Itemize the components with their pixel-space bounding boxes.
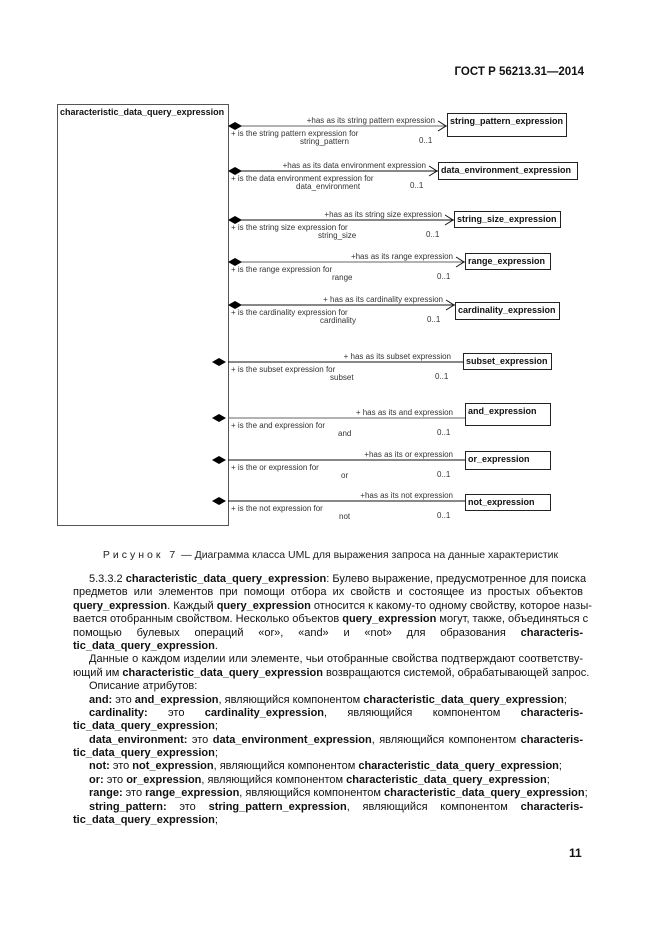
bold-term: and:: [89, 693, 113, 706]
is-role-label: + is the not expression for: [231, 504, 323, 513]
text-run: , являющийся компонентом: [324, 706, 521, 719]
has-role-label: + has as its and expression: [355, 408, 453, 417]
multiplicity-label: 0..1: [437, 428, 451, 437]
text-line: [73, 627, 583, 640]
text-line: [73, 774, 583, 787]
has-role-label: +has as its range expression: [350, 252, 453, 261]
text-line: [73, 734, 583, 747]
text-run: это: [166, 800, 209, 813]
text-run: .: [214, 639, 218, 652]
text-run: это: [122, 787, 146, 800]
bold-term: or_expression: [126, 773, 202, 786]
role-name-label: cardinality: [320, 316, 357, 325]
composition-diamond-icon: [212, 414, 226, 422]
is-role-label: + is the and expression for: [231, 421, 326, 430]
text-line: [73, 640, 583, 653]
bold-term: characteristic_data_query_expression: [125, 573, 327, 585]
text-run: возвращаются системой, обрабатывающей запрос.: [322, 666, 590, 679]
text-line: [73, 801, 583, 814]
bold-term: not_expression: [132, 760, 214, 773]
figure-caption-prefix: Рисунок 7: [102, 549, 179, 561]
bold-term: range:: [89, 787, 123, 800]
bold-term: not:: [89, 760, 110, 773]
bold-term: tic_data_query_expression: [73, 747, 215, 760]
role-name-label: string_pattern: [300, 137, 349, 146]
multiplicity-label: 0..1: [437, 511, 451, 520]
document-code-header: ГОСТ Р 56213.31—2014: [454, 66, 584, 78]
text-line: [73, 787, 588, 800]
text-line: [73, 720, 583, 733]
has-role-label: + has as its cardinality expression: [323, 295, 443, 304]
composition-diamond-icon: [212, 456, 226, 464]
target-class-box: and_expression: [465, 403, 551, 426]
text-run: ;: [214, 720, 218, 733]
has-role-label: +has as its data environment expression: [282, 161, 426, 170]
multiplicity-label: 0..1: [437, 272, 451, 281]
page-number: 11: [569, 846, 582, 860]
bold-term: data_environment:: [89, 733, 188, 746]
has-role-label: +has as its or expression: [364, 450, 453, 459]
main-class-name: characteristic_data_query_expression: [60, 107, 225, 117]
text-line: [73, 573, 587, 586]
target-class-box: cardinality_expression: [455, 302, 560, 320]
bold-term: and_expression: [134, 693, 219, 706]
bold-term: query_expression: [342, 613, 437, 626]
bold-term: characteris-: [520, 626, 583, 639]
text-run: Описание атрибутов:: [89, 680, 198, 693]
figure-caption-text: — Диаграмма класса UML для выражения запроса на данные характеристик: [178, 549, 559, 561]
text-line: [73, 599, 592, 613]
role-name-label: range: [332, 273, 353, 282]
text-run: предметов или элементов при помощи отбора их свойств и состоящее из простых объектов: [73, 586, 583, 599]
text-run: ;: [214, 747, 218, 760]
text-run: ;: [563, 693, 567, 706]
multiplicity-label: 0..1: [437, 470, 451, 479]
figure-caption: [0, 549, 661, 561]
bold-term: characteris-: [520, 733, 583, 746]
text-run: вается отобранным свойством. Несколько объектов: [73, 613, 343, 626]
text-run: ;: [214, 814, 218, 827]
role-name-label: string_size: [318, 231, 357, 240]
text-run: 5.3.3.2: [89, 573, 126, 585]
bold-term: characteristic_data_query_expression: [122, 666, 323, 679]
bold-term: characteristic_data_query_expression: [358, 760, 559, 773]
bold-term: query_expression: [216, 599, 311, 612]
bold-term: tic_data_query_expression: [73, 720, 215, 733]
target-class-box: range_expression: [465, 253, 551, 270]
text-run: помощью булевых операций «or», «and» и «not» для образования: [73, 626, 521, 639]
bold-term: query_expression: [73, 599, 168, 612]
text-run: Данные о каждом изделии или элементе, чьи отобранные свойства подтверждают соответству-: [89, 653, 583, 666]
body-text: [73, 573, 592, 827]
bold-term: characteris-: [520, 800, 584, 813]
composition-diamond-icon: [212, 358, 226, 366]
text-line: [73, 653, 583, 666]
text-line: [73, 680, 583, 693]
text-run: относится к какому-то одному свойству, которое назы-: [310, 599, 592, 612]
text-run: это: [109, 760, 133, 773]
text-line: [73, 666, 590, 680]
bold-term: range_expression: [145, 787, 240, 800]
has-role-label: +has as its string size expression: [324, 210, 442, 219]
text-run: , являющийся компонентом: [371, 733, 521, 746]
is-role-label: + is the or expression for: [231, 463, 319, 472]
role-name-label: or: [341, 471, 349, 480]
text-line: [73, 747, 583, 760]
text-line: [73, 814, 583, 827]
text-run: , являющийся компонентом: [213, 760, 359, 773]
text-run: это: [112, 693, 135, 706]
text-run: ;: [546, 773, 550, 786]
target-class-box: not_expression: [465, 494, 551, 511]
target-class-box: string_size_expression: [454, 211, 561, 228]
is-role-label: + is the cardinality expression for: [231, 308, 348, 317]
bold-term: characteris-: [520, 706, 583, 719]
text-run: ;: [558, 760, 562, 773]
text-run: , являющийся компонентом: [239, 787, 385, 800]
target-class-box: or_expression: [465, 451, 551, 470]
text-run: это: [103, 773, 127, 786]
is-role-label: + is the string pattern expression for: [231, 129, 359, 138]
is-role-label: + is the data environment expression for: [231, 174, 374, 183]
role-name-label: subset: [330, 373, 354, 382]
target-class-box: string_pattern_expression: [447, 113, 567, 137]
is-role-label: + is the range expression for: [231, 265, 333, 274]
text-run: , являющийся компонентом: [218, 693, 364, 706]
text-run: , являющийся компонентом: [201, 773, 347, 786]
text-run: ющий им: [73, 666, 123, 679]
bold-term: or:: [89, 773, 104, 786]
text-line: [73, 586, 583, 599]
is-role-label: + is the string size expression for: [231, 223, 348, 232]
has-role-label: +has as its string pattern expression: [306, 116, 435, 125]
bold-term: characteristic_data_query_expression: [346, 773, 547, 786]
text-line: [73, 613, 589, 626]
text-run: это: [147, 706, 205, 719]
role-name-label: and: [338, 429, 352, 438]
bold-term: data_environment_expression: [212, 733, 372, 746]
multiplicity-label: 0..1: [427, 315, 441, 324]
bold-term: string_pattern_expression: [208, 800, 347, 813]
multiplicity-label: 0..1: [435, 372, 449, 381]
bold-term: cardinality:: [89, 706, 148, 719]
text-run: ;: [584, 787, 588, 800]
role-name-label: not: [339, 512, 351, 521]
has-role-label: +has as its not expression: [360, 491, 453, 500]
bold-term: characteristic_data_query_expression: [363, 693, 564, 706]
has-role-label: + has as its subset expression: [343, 352, 451, 361]
multiplicity-label: 0..1: [410, 181, 424, 190]
text-run: : Булево выражение, предусмотренное для поиска: [326, 573, 587, 585]
bold-term: cardinality_expression: [204, 706, 325, 719]
bold-term: tic_data_query_expression: [73, 814, 215, 827]
multiplicity-label: 0..1: [426, 230, 440, 239]
bold-term: string_pattern:: [89, 800, 167, 813]
composition-diamond-icon: [212, 497, 226, 505]
text-run: могут, также, объединяться с: [436, 613, 589, 626]
text-line: [73, 760, 583, 773]
target-class-box: data_environment_expression: [438, 162, 578, 180]
text-line: [73, 707, 583, 720]
target-class-box: subset_expression: [463, 353, 552, 370]
text-run: это: [187, 733, 213, 746]
multiplicity-label: 0..1: [419, 136, 433, 145]
role-name-label: data_environment: [296, 182, 361, 191]
bold-term: tic_data_query_expression: [73, 639, 215, 652]
is-role-label: + is the subset expression for: [231, 365, 336, 374]
text-run: , являющийся компонентом: [346, 800, 521, 813]
text-run: . Каждый: [167, 599, 217, 612]
bold-term: characteristic_data_query_expression: [384, 787, 585, 800]
text-line: [73, 694, 583, 707]
